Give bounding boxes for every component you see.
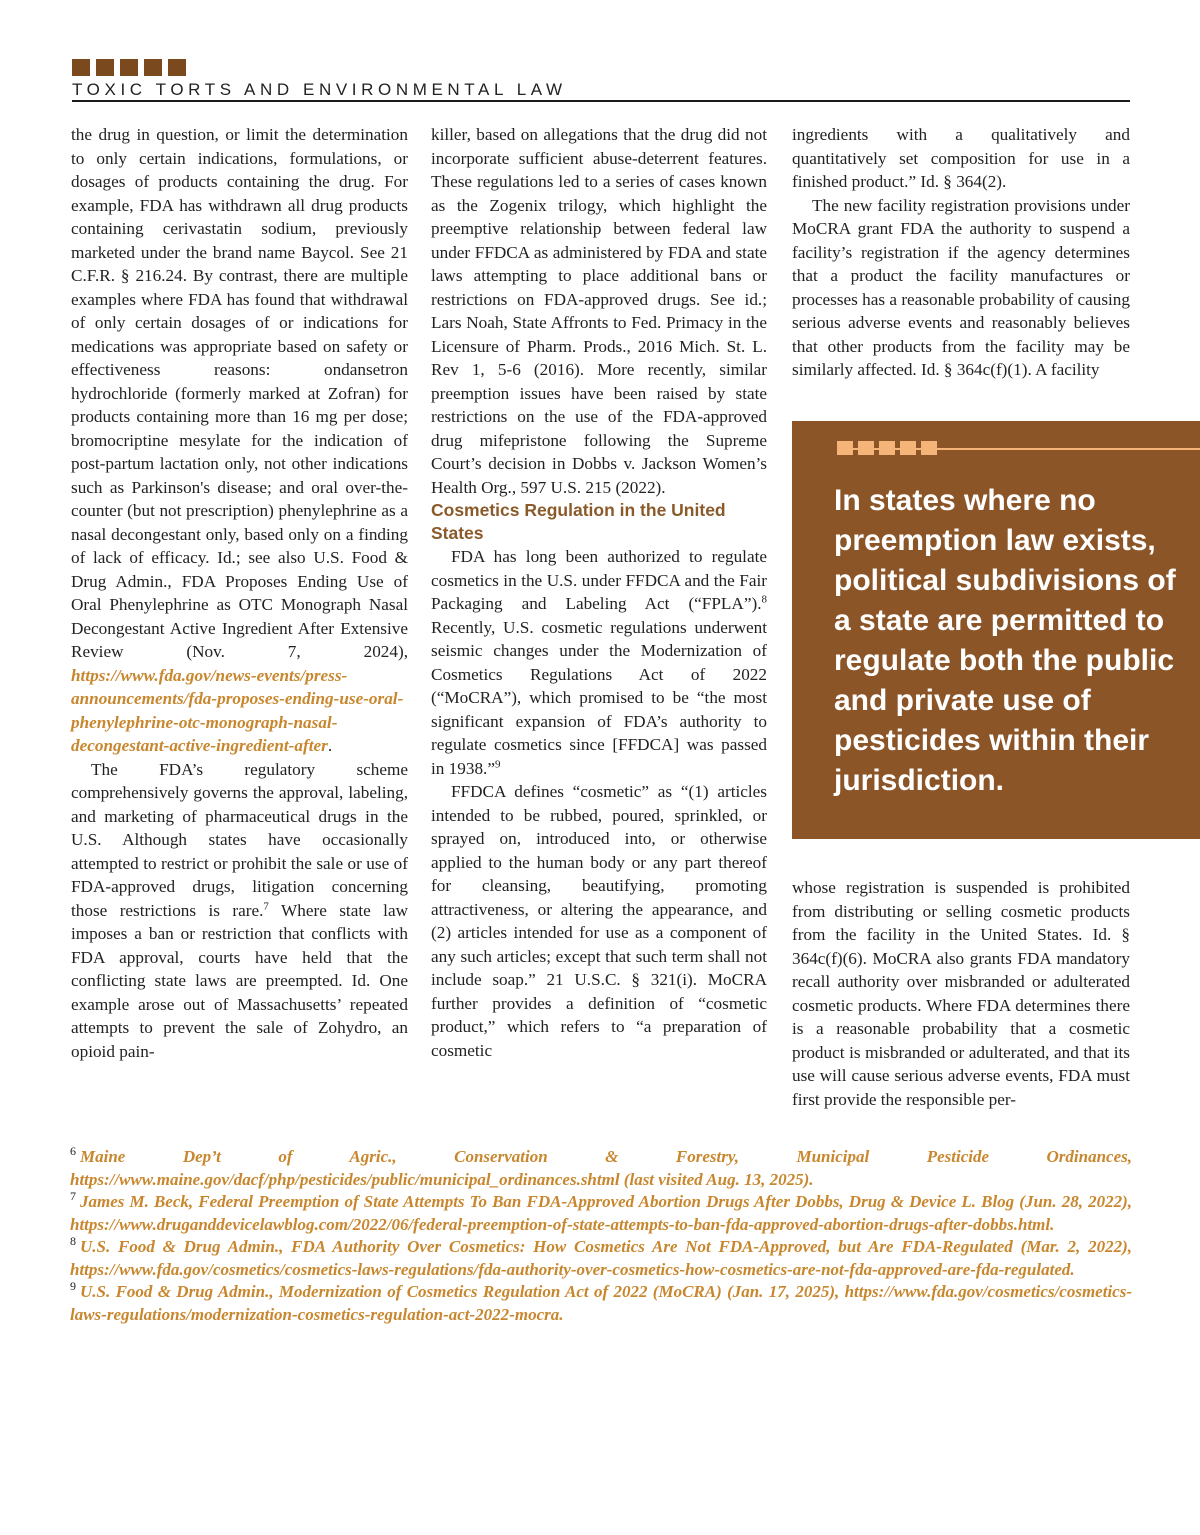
footnote-ref-8[interactable]: 8 (761, 593, 767, 606)
footnote: $^9$ U.S. Food & Drug Admin., Modernization of Cosmetics Regulation Act of 2022 (MoCRA) (Jan. 17, 2025), https://www.fda.gov/cosmetics/cosmetics-laws-regulations/modernization-cosmetics-regulation-act-2022-mocra. (70, 1279, 1132, 1324)
column2-paragraph-3: FFDCA defines “cosmetic” as “(1) articles intended to be rubbed, poured, sprinkled, or sprayed on, introduced into, or otherwise applied to the human body or any part thereof for cleansing, beautifying, promoting attractiveness, or altering the appearance, and (2) articles intended for use as a component of any such articles; except that such term shall not include soap.” 21 U.S.C. § 321(i). MoCRA further provides a definition of “cosmetic product,” which refers to “a preparation of cosmetic (431, 782, 767, 1060)
decor-square (120, 59, 138, 76)
column-1 (71, 123, 408, 1063)
decor-square (96, 59, 114, 76)
column-3-bottom (792, 876, 1130, 1111)
column3-paragraph-3: whose registration is suspended is prohibited from distributing or selling cosmetic products from the facility in the United States. Id. § 364c(f)(6). MoCRA also grants FDA mandatory recall authority over misbranded or adulterated cosmetic products. Where FDA determines there is a reasonable probability that a cosmetic product is misbranded or adulterated, and that its use will cause serious adverse events, FDA must first provide the responsible per- (792, 878, 1130, 1109)
decor-square (144, 59, 162, 76)
section-title: TOXIC TORTS AND ENVIRONMENTAL LAW (72, 80, 567, 99)
footnote: $^7$ James M. Beck, Federal Preemption of State Attempts To Ban FDA-Approved Abortion Drugs After Dobbs, Drug & Device L. Blog (Jun. 28, 2022), https://www.druganddevicelawblog.com/2022/06/federal-preemption-of-state-attempts-to-ban-fda-approved-abortion-drugs-after-dobbs.html. (70, 1189, 1132, 1234)
column1-paragraph-1: the drug in question, or limit the determination to only certain indications, formulations, or dosages of products containing the drug. For example, FDA has withdrawn all drug products containing cerivastatin sodium, previously marketed under the brand name Baycol. See 21 C.F.R. § 216.24. By contrast, there are multiple examples where FDA has found that withdrawal of only certain dosages of or indications for medications was appropriate based on safety or effectiveness reasons: ondansetron hydrochloride (formerly marked at Zofran) for products containing more than 16 mg per dose; bromocriptine mesylate for the indication of post-partum lactation only, not other indications such as Parkinson's disease; and oral over-the-counter (but not prescription) phenylephrine as a nasal decongestant only, based only on a finding of lack of efficacy. Id.; see also U.S. Food & Drug Admin., FDA Proposes Ending Use of Oral Phenylephrine as OTC Monograph Nasal Decongestant Active Ingredient After Extensive Review (Nov. 7, 2024), https://www.fda.gov/news-events/press-announcements/fda-proposes-ending-use-oral-phenylephrine-otc-monograph-nasal-decongestant-active-ingredient-after. (71, 125, 408, 755)
column1-paragraph-2: The FDA’s regulatory scheme comprehensively governs the approval, labeling, and marketing of pharmaceutical drugs in the U.S. Although states have occasionally attempted to restrict or prohibit the sale or use of FDA-approved drugs, litigation concerning those restrictions is rare.$^7$ Where state law imposes a ban or restriction that conflicts with FDA approval, courts have held that the conflicting state laws are preempted. Id. One example arose out of Massachusetts’ repeated attempts to prevent the sale of Zohydro, an opioid pain- (71, 759, 408, 1061)
section-decoration-squares (72, 59, 186, 76)
footnote: $^8$ U.S. Food & Drug Admin., FDA Authority Over Cosmetics: How Cosmetics Are Not FDA-Approved, but Are FDA-Regulated (Mar. 2, 2022), https://www.fda.gov/cosmetics/cosmetics-laws-regulations/fda-authority-over-cosmetics-how-cosmetics-are-not-fda-approved-are-fda-regulated. (70, 1234, 1132, 1279)
column3-paragraph-1: ingredients with a qualitatively and quantitatively set composition for use in a finished product.” Id. § 364(2). (792, 125, 1130, 191)
pull-quote-decoration-squares (837, 441, 937, 455)
subheading: Cosmetics Regulation in the United States (431, 500, 726, 543)
pull-quote-box (792, 421, 1200, 839)
decor-square (837, 441, 853, 455)
column2-paragraph-1: killer, based on allegations that the drug did not incorporate sufficient abuse-deterrent features. These regulations led to a series of cases known as the Zogenix trilogy, which highlight the preemptive relationship between federal law under FFDCA as administered by FDA and state laws attempting to place additional bans or restrictions on FDA-approved drugs. See id.; Lars Noah, State Affronts to Fed. Primacy in the Licensure of Pharm. Prods., 2016 Mich. St. L. Rev 1, 5-6 (2016). More recently, similar preemption issues have been raised by state restrictions on the use of the FDA-approved drug mifepristone following the Supreme Court’s decision in Dobbs v. Jackson Women’s Health Org., 597 U.S. 215 (2022). (431, 125, 767, 497)
footnote-ref-9[interactable]: 9 (494, 757, 501, 770)
column-3-top (792, 123, 1130, 382)
decor-square (858, 441, 874, 455)
column-2 (431, 123, 767, 1062)
footnote-ref-7[interactable]: 7 (263, 899, 269, 912)
column3-paragraph-2: The new facility registration provisions under MoCRA grant FDA the authority to suspend a facility’s registration if the agency determines that a product the facility manufactures or processes has a reasonable probability of causing serious adverse events and reasonably believes that other products from the facility may be similarly affected. Id. § 364c(f)(1). A facility (792, 195, 1130, 379)
column2-paragraph-2: FDA has long been authorized to regulate cosmetics in the U.S. under FFDCA and the Fair Packaging and Labeling Act (“FPLA”).$^8$ Recently, U.S. cosmetic regulations underwent seismic changes under the Modernization of Cosmetics Regulations Act of 2022 (“MoCRA”), which promised to be “the most significant expansion of FDA’s authority to regulate cosmetics since [FFDCA] was passed in 1938.”$^9$ (431, 547, 767, 778)
decor-square (900, 441, 916, 455)
header-rule (72, 100, 1130, 102)
footnote: $^6$ Maine Dep’t of Agric., Conservation & Forestry, Municipal Pesticide Ordinances, https://www.maine.gov/dacf/php/pesticides/public/municipal_ordinances.shtml (last visited Aug. 13, 2025). (70, 1144, 1132, 1189)
decor-square (921, 441, 937, 455)
fda-phenylephrine-link[interactable]: https://www.fda.gov/news-events/press-announcements/fda-proposes-ending-use-oral-phenylephrine-otc-monograph-nasal-decongestant-active-ingredient-after (71, 665, 404, 755)
decor-square (879, 441, 895, 455)
footnotes (70, 1146, 1132, 1326)
decor-square (72, 59, 90, 76)
decor-square (168, 59, 186, 76)
pull-quote-text: In states where no preemption law exists, political subdivisions of a state are permitted to regulate both the public and private use of pesticides within their jurisdiction. (834, 484, 1176, 797)
